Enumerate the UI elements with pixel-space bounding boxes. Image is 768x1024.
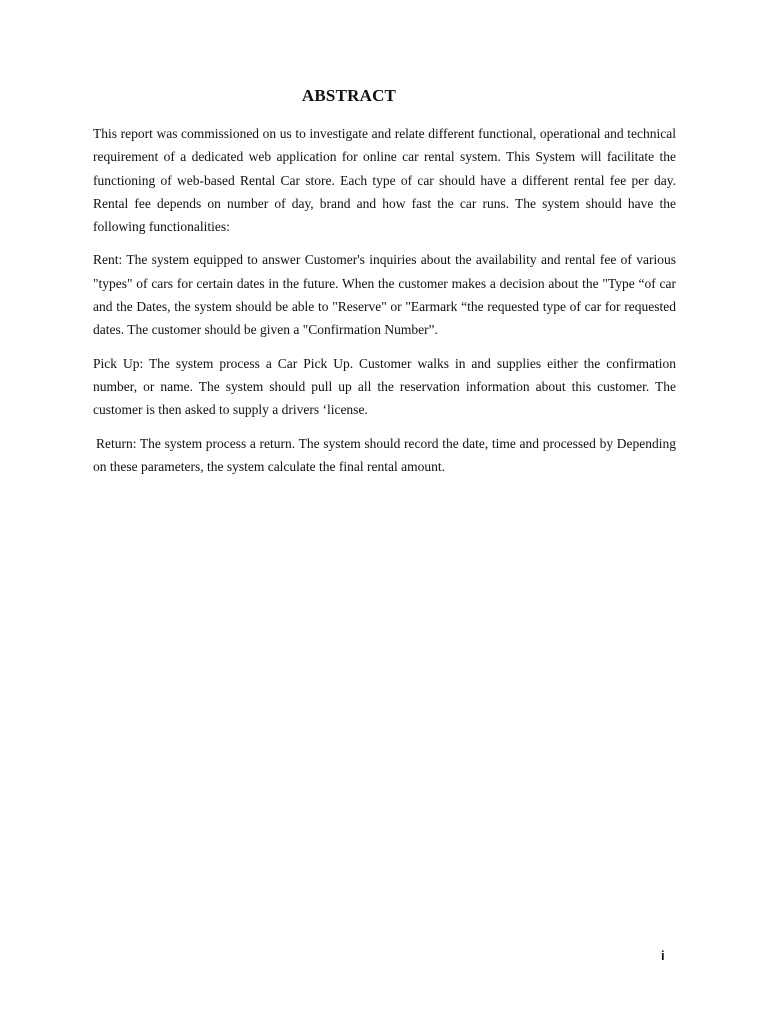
page-title: ABSTRACT (301, 86, 397, 105)
paragraph-return: Return: The system process a return. The system should record the date, time and processed by Depending on these parameters, the system calculate the final rental amount. (93, 435, 676, 474)
paragraph-intro: This report was commissioned on us to investigate and relate different functional, operational and technical requirement of a dedicated web application for online car rental system. This System will facilitate the functioning of web-based Rental Car store. Each type of car should have a different rental fee per day. Rental fee depends on number of day, brand and how fast the car runs. The system should have the following functionalities: (93, 126, 676, 235)
paragraph-rent: Rent: The system equipped to answer Customer's inquiries about the availability and rental fee of various "types" of cars for certain dates in the future. When the customer makes a decision about the "Type “of car and the Dates, the system should be able to "Reserve" or "Earmark “the requested type of car for requested dates. The customer should be given a "Confirmation Number”. (93, 252, 676, 338)
paragraph-pick-up: Pick Up: The system process a Car Pick Up. Customer walks in and supplies either the confirmation number, or name. The system should pull up all the reservation information about this customer. The customer is then asked to supply a drivers ‘license. (93, 355, 676, 418)
page-number: i (661, 948, 665, 963)
abstract-body (93, 122, 676, 488)
